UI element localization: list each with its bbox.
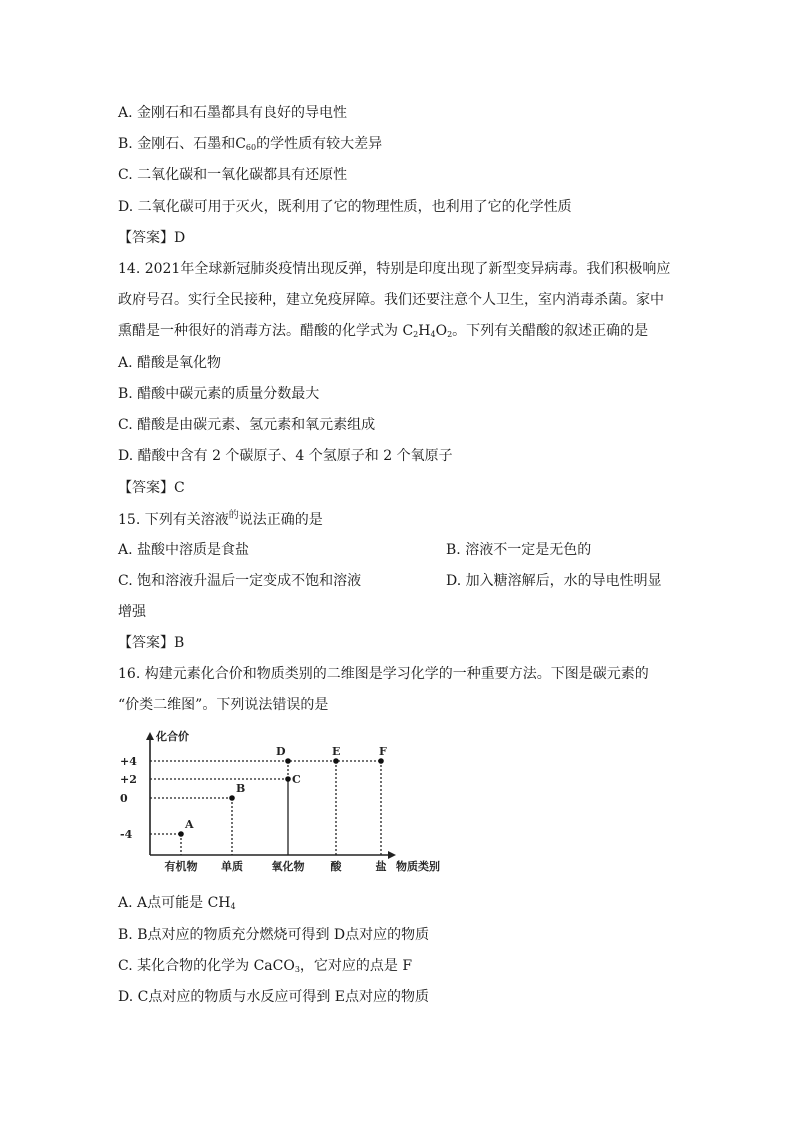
q13-option-b: B. 金刚石、石墨和$C_{60}$的学性质有较大差异	[118, 136, 383, 152]
data-point	[285, 758, 291, 764]
point-label: C	[292, 773, 301, 786]
q15-option-d: D. 加入糖溶解后，水的导电性明显	[446, 573, 662, 589]
data-point	[178, 831, 184, 837]
y-axis-arrow	[146, 732, 154, 740]
q16-option-c: C. 某化合物的化学为 CaCO$_3$，它对应的点是 F	[118, 958, 413, 974]
q13-option-a: A. 金刚石和石墨都具有良好的导电性	[118, 105, 348, 121]
point-label: E	[332, 745, 341, 758]
q14-option-d: D. 醋酸中含有 2 个碳原子、4 个氢原子和 2 个氧原子	[118, 448, 453, 464]
q13-option-d: D. 二氧化碳可用于灭火，既利用了它的物理性质，也利用了它的化学性质	[118, 199, 572, 215]
x-tick-label: 酸	[330, 860, 342, 873]
q14-option-c: C. 醋酸是由碳元素、氢元素和氧元素组成	[118, 417, 376, 433]
y-tick-label: +4	[120, 755, 137, 768]
data-point	[378, 758, 384, 764]
q15-stem: 15. 下列有关溶液$^的$说法正确的是	[118, 510, 323, 528]
q16-option-d: D. C点对应的物质与水反应可得到 E点对应的物质	[118, 989, 430, 1005]
q15-option-d-continued: 增强	[118, 604, 146, 620]
q15-option-a: A. 盐酸中溶质是食盐	[118, 542, 250, 558]
valence-class-chart	[116, 726, 456, 876]
q13-option-b-subscript: 60	[245, 143, 257, 152]
q16-option-a: A. A点可能是 $CH_4$	[118, 895, 236, 911]
x-axis-arrow	[388, 851, 396, 859]
y-tick-label: +2	[120, 773, 137, 786]
q14-stem-line3: 熏醋是一种很好的消毒方法。醋酸的化学式为 $C_2H_4O_2$。下列有关醋酸的叙述正确的是	[118, 323, 649, 339]
q15-answer: 【答案】B	[118, 635, 185, 651]
q14-option-a: A. 醋酸是氧化物	[118, 355, 222, 371]
point-label: F	[379, 745, 387, 758]
q14-stem-line1: 14. 2021年全球新冠肺炎疫情出现反弹，特别是印度出现了新型变异病毒。我们积极响应	[118, 261, 671, 277]
q15-option-c: C. 饱和溶液升温后一定变成不饱和溶液	[118, 573, 362, 589]
q13-answer: 【答案】D	[118, 230, 186, 246]
q14-option-b: B. 醋酸中碳元素的质量分数最大	[118, 386, 320, 402]
q16-option-b: B. B点对应的物质充分燃烧可得到 D点对应的物质	[118, 927, 430, 943]
q14-answer: 【答案】C	[118, 480, 185, 496]
q13-option-c: C. 二氧化碳和一氧化碳都具有还原性	[118, 167, 348, 183]
x-tick-label: 盐	[375, 860, 387, 873]
y-tick-label: -4	[120, 828, 133, 841]
point-label: B	[236, 782, 246, 795]
x-tick-label: 有机物	[164, 860, 198, 873]
q15-option-b: B. 溶液不一定是无色的	[446, 542, 592, 558]
q14-stem-line2: 政府号召。实行全民接种，建立免疫屏障。我们还要注意个人卫生，室内消毒杀菌。家中	[118, 292, 664, 308]
data-point	[285, 776, 291, 782]
q16-stem-line1: 16. 构建元素化合价和物质类别的二维图是学习化学的一种重要方法。下图是碳元素的	[118, 666, 649, 682]
q16-stem-line2: “价类二维图”。下列说法错误的是	[118, 697, 329, 713]
q15-stem-superscript: 的	[228, 510, 239, 521]
y-axis-label: 化合价	[156, 730, 189, 743]
point-label: D	[276, 745, 286, 758]
point-label: A	[185, 818, 194, 831]
data-point	[229, 795, 235, 801]
data-point	[333, 758, 339, 764]
x-tick-label: 单质	[221, 860, 243, 873]
y-tick-label: 0	[120, 792, 128, 805]
x-tick-label: 氧化物	[271, 860, 305, 873]
x-axis-label: 物质类别	[396, 860, 440, 873]
